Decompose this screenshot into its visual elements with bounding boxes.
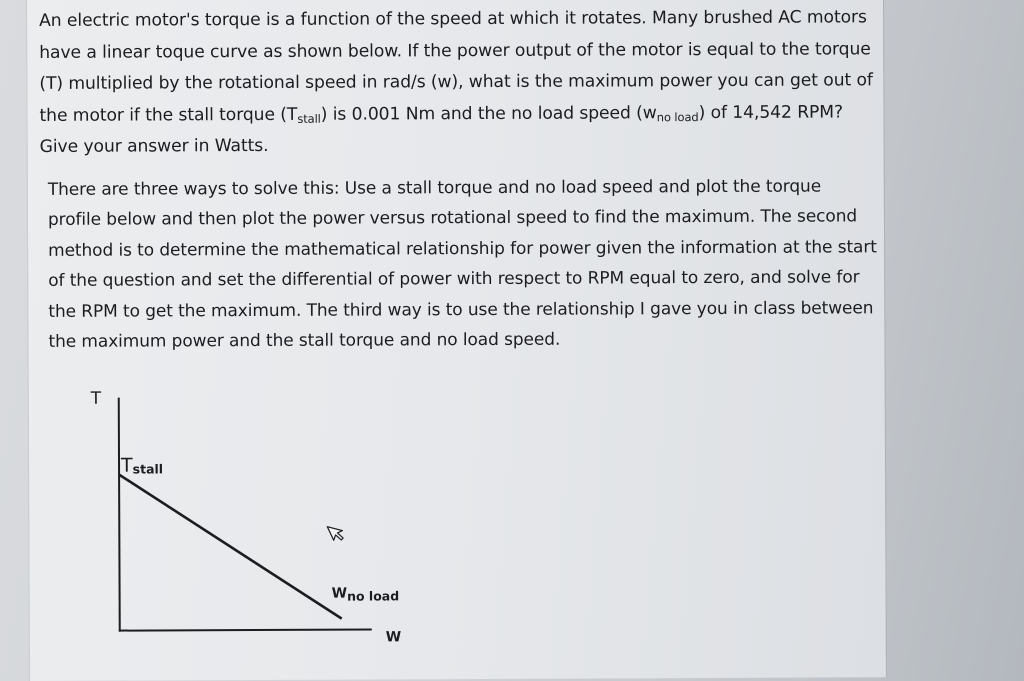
no-load-subscript: no load [656,109,699,125]
stall-label-main: T [120,454,133,477]
methods-paragraph: There are three ways to solve this: Use a stall torque and no load speed and plot the torque profile below and then plot the power versus rotational speed to find the maximum. The second method is to determine the mathematical relationship for power given the information at the start of the question and set the differential of power with respect to RPM equal to zero, and solve for the RPM to get the maximum. The third way is to use the relationship I gave you in class between the maximum power and the stall torque and no load speed. [47,176,877,352]
stall-subscript: stall [297,111,321,126]
question-text-part2: ) is 0.001 Nm and the no load speed (w [320,103,657,125]
question-text-part1: An electric motor's torque is a function of the speed at which it rotates. Many brushed AC motors have a linear toque curve as shown below. If the power output of the motor is equal to the torque (T) multiplied by the rotational speed in rad/s (w), what is the maximum power you can get out of the motor if the stall torque (T [39,7,873,126]
noload-label-main: W [331,585,348,602]
stall-torque-label [120,454,163,476]
y-axis-label: T [90,388,102,409]
stall-label-sub: stall [132,461,164,477]
mouse-cursor-icon [327,522,346,543]
torque-speed-svg [59,378,430,670]
torque-speed-diagram [59,378,430,670]
torque-curve-line [119,474,342,620]
y-axis-line [119,398,120,632]
x-axis-label: W [385,629,402,646]
x-axis-line [119,629,372,630]
no-load-speed-label [332,585,400,603]
noload-label-sub: no load [347,588,400,604]
question-page [26,0,887,681]
question-paragraph [39,2,880,164]
question-text-part3: ) of 14,542 RPM? Give your answer in Watts. [39,102,844,158]
